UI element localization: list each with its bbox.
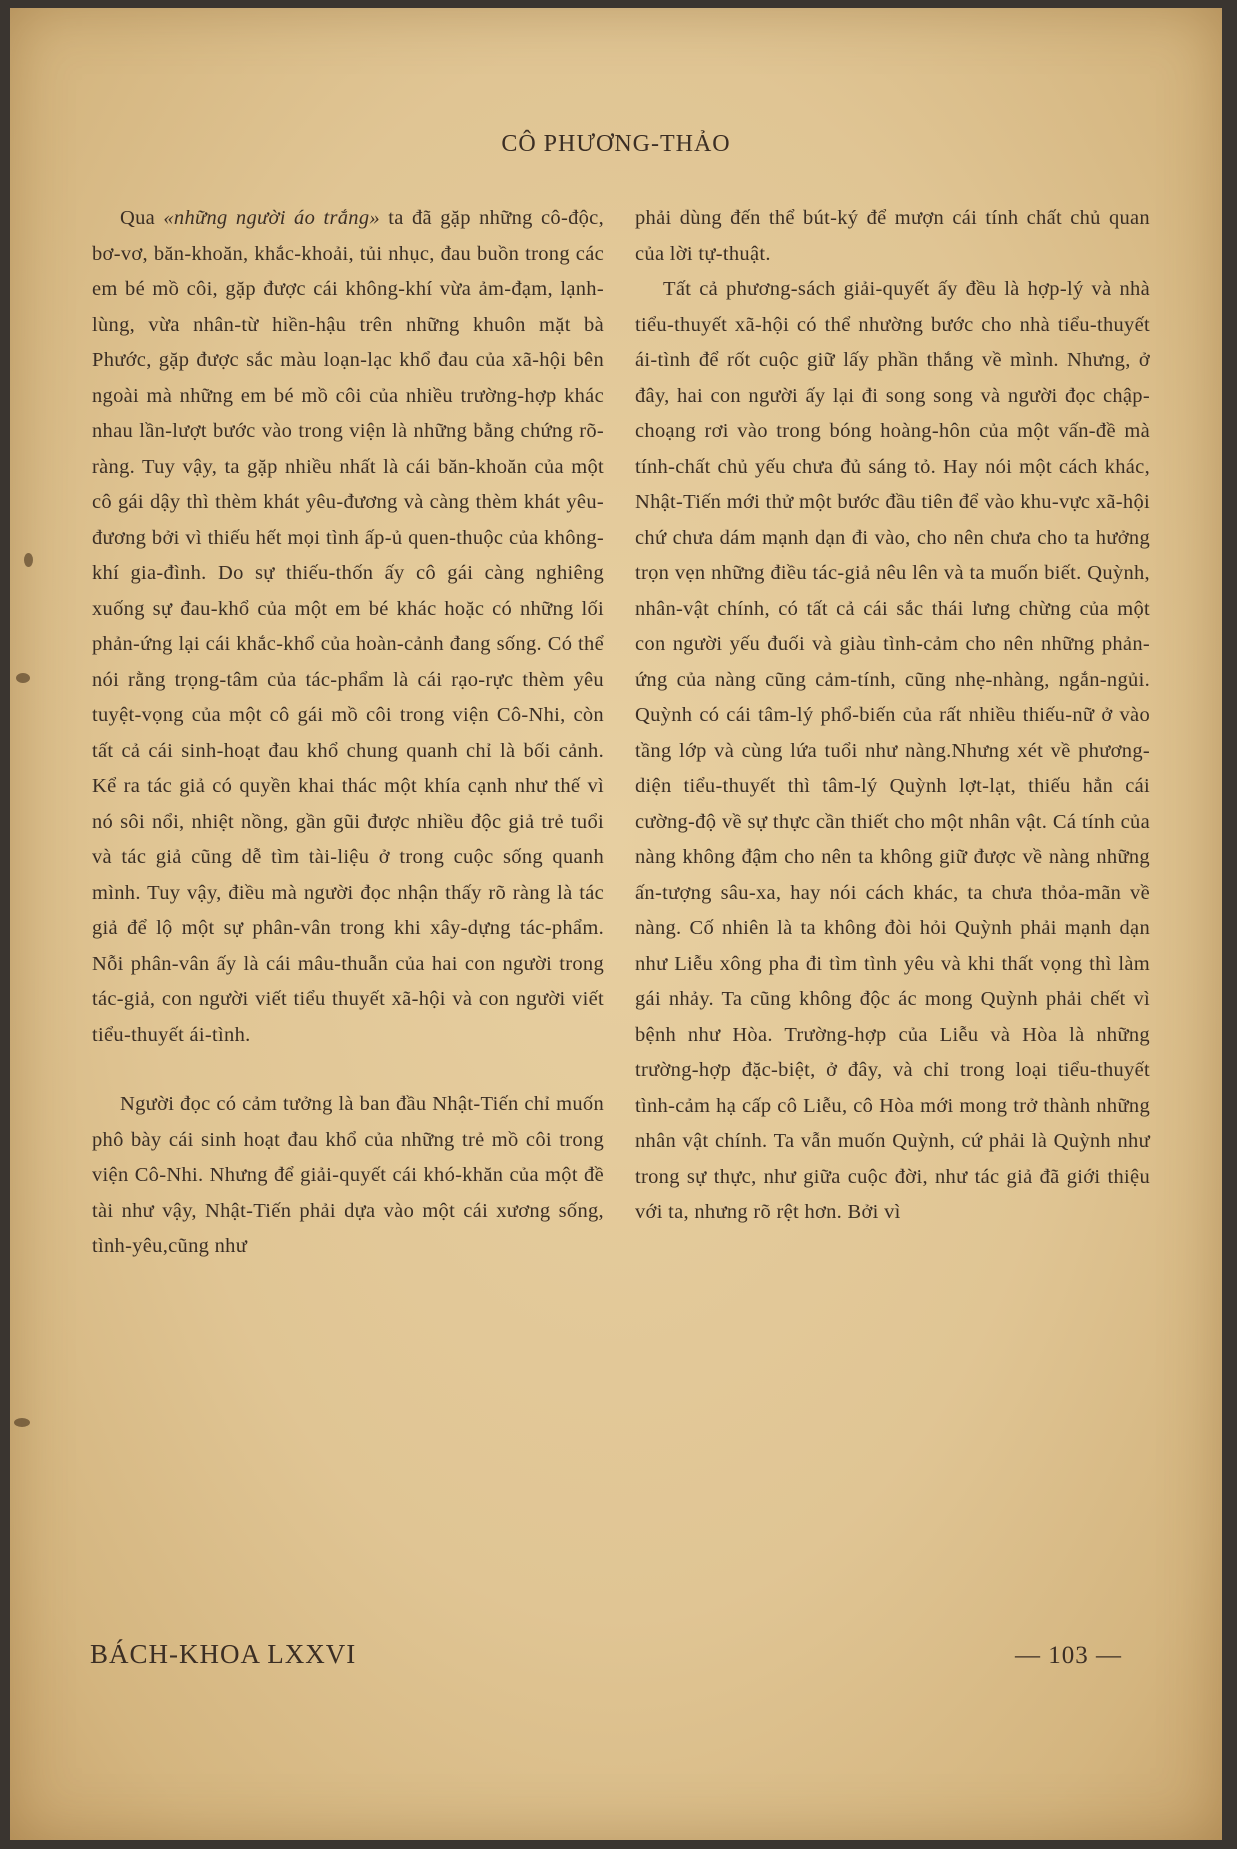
paragraph-lead: Qua (120, 207, 164, 229)
page-number: — 103 — (1015, 1642, 1122, 1669)
magazine-page (10, 8, 1222, 1840)
paragraph (92, 201, 604, 1053)
right-column (635, 201, 1150, 1231)
quoted-title: «những người áo trắng» (163, 207, 380, 229)
paragraph: Người đọc có cảm tưởng là ban đầu Nhật-Tiến chỉ muốn phô bày cái sinh hoạt đau khổ của những trẻ mồ côi trong viện Cô-Nhi. Nhưng để giải-quyết cái khó-khăn của một đề tài như vậy, Nhật-Tiến phải dựa vào một cái xương sống, tình-yêu,cũng như (92, 1093, 604, 1257)
left-column (92, 201, 604, 1265)
ink-smudge (16, 673, 30, 683)
ink-smudge (24, 553, 33, 567)
ink-smudge (14, 1418, 30, 1427)
publication-name: BÁCH-KHOA LXXVI (90, 1639, 357, 1669)
paragraph: Tất cả phương-sách giải-quyết ấy đều là hợp-lý và nhà tiểu-thuyết xã-hội có thể nhường bước cho nhà tiểu-thuyết ái-tình để rốt cuộc giữ lấy phần thắng về mình. Nhưng, ở đây, hai con người ấy lại đi song song và người đọc chập-choạng rơi vào trong bóng hoàng-hôn của một vấn-đề mà tính-chất chủ yếu chưa đủ sáng tỏ. Hay nói một cách khác, Nhật-Tiến mới thử một bước đầu tiên để vào khu-vực xã-hội chứ chưa dám mạnh dạn đi vào, cho nên chưa cho ta hưởng trọn vẹn những điều tác-giả nêu lên và ta muốn biết. Quỳnh, nhân-vật chính, có tất cả cái sắc thái lưng chừng của một con người yếu đuối và giàu tình-cảm cho nên những phản-ứng của nàng cũng cảm-tính, cũng nhẹ-nhàng, ngắn-ngủi. Quỳnh có cái tâm-lý phổ-biến của rất nhiều thiếu-nữ ở vào tầng lớp và cùng lứa tuổi như nàng.Nhưng xét về phương-diện tiểu-thuyết thì tâm-lý Quỳnh lợt-lạt, thiếu hẳn cái cường-độ về sự thực cần thiết cho một nhân vật. Cá tính của nàng không đậm cho nên ta không giữ được về nàng những ấn-tượng sâu-xa, hay nói cách khác, ta chưa thỏa-mãn về nàng. Cố nhiên là ta không đòi hỏi Quỳnh phải mạnh dạn như Liễu xông pha đi tìm tình yêu và khi thất vọng thì làm gái nhảy. Ta cũng không độc ác mong Quỳnh phải chết vì bệnh như Hòa. Trường-hợp của Liễu và Hòa là những trường-hợp đặc-biệt, ở đây, và chỉ trong loại tiểu-thuyết tình-cảm hạ cấp cô Liễu, cô Hòa mới mong trở thành những nhân vật chính. Ta vẫn muốn Quỳnh, cứ phải là Quỳnh như trong sự thực, như giữa cuộc đời, như tác giả đã giới thiệu với ta, nhưng rõ rệt hơn. Bởi vì (635, 278, 1150, 1223)
paragraph: phải dùng đến thể bút-ký để mượn cái tính chất chủ quan của lời tự-thuật. (635, 207, 1150, 265)
paragraph-text: ta đã gặp những cô-độc, bơ-vơ, băn-khoăn, khắc-khoải, tủi nhục, đau buồn trong các em bé mồ côi, gặp được cái không-khí vừa ảm-đạm, lạnh-lùng, vừa nhân-từ hiền-hậu trên những khuôn mặt bà Phước, gặp được sắc màu loạn-lạc khổ đau của xã-hội bên ngoài mà những em bé mồ côi của nhiều trường-hợp khác nhau lần-lượt bước vào trong viện là những bằng chứng rõ-ràng. Tuy vậy, ta gặp nhiều nhất là cái băn-khoăn của một cô gái dậy thì thèm khát yêu-đương và càng thèm khát yêu-đương bởi vì thiếu hết mọi tình ấp-ủ quen-thuộc của không-khí gia-đình. Do sự thiếu-thốn ấy cô gái càng nghiêng xuống sự đau-khổ của một em bé khác hoặc có những lối phản-ứng lại cái khắc-khổ của hoàn-cảnh đang sống. Có thể nói rằng trọng-tâm của tác-phẩm là cái rạo-rực thèm yêu tuyệt-vọng của một cô gái mồ côi trong viện Cô-Nhi, còn tất cả cái sinh-hoạt đau khổ chung quanh chỉ là bối cảnh. Kể ra tác giả có quyền khai thác một khía cạnh như thế vì nó sôi nổi, nhiệt nồng, gần gũi được nhiều độc giả trẻ tuổi và tác giả cũng dễ tìm tài-liệu ở trong cuộc sống quanh mình. Tuy vậy, điều mà người đọc nhận thấy rõ ràng là tác giả để lộ một sự phân-vân trong khi xây-dựng tác-phẩm. Nỗi phân-vân ấy là cái mâu-thuẫn của hai con người trong tác-giả, con người viết tiểu thuyết xã-hội và con người viết tiểu-thuyết ái-tình. (92, 207, 604, 1046)
running-title: CÔ PHƯƠNG-THẢO (501, 131, 731, 157)
